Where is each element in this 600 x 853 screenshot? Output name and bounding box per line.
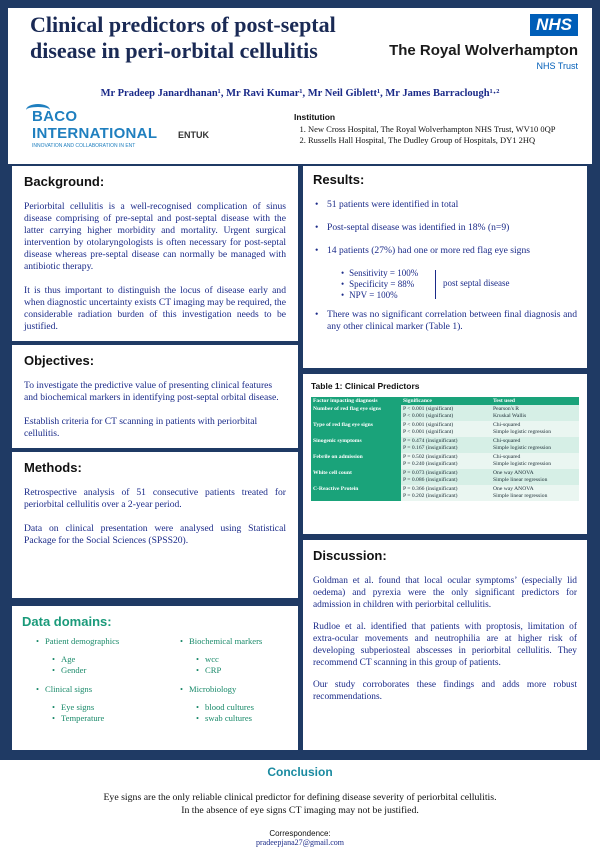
table-row — [311, 405, 579, 421]
discussion-paragraph: Rudloe et al. identified that patients with proptosis, limitation of extra-ocular movements and neutrophilia are at higher risk of developing subperiosteal abscesses in periorbital cellulitis. They recommend CT scanning in this group of patients. — [313, 622, 577, 668]
sig-line: P = 0.167 (insignificant) — [403, 445, 458, 451]
test-cell — [491, 469, 579, 485]
results-card — [303, 166, 587, 368]
sig-line: P = 0.086 (insignificant) — [403, 477, 458, 483]
significance-cell — [401, 437, 491, 453]
significance-cell — [401, 485, 491, 501]
table-row — [311, 485, 579, 501]
npv-metric: • NPV = 100% — [341, 290, 577, 301]
background-title: Background: — [24, 174, 105, 189]
sig-line: P < 0.001 (significant) — [403, 429, 454, 435]
background-paragraph: It is thus important to distinguish the locus of disease early and when diagnostic uncertainty exists CT imaging may be required, the considerable radiation burden of this investigation needs to be justified. — [24, 285, 286, 332]
results-list — [303, 199, 587, 333]
test-line: One way ANOVA — [493, 470, 534, 476]
domain-subitem: • Eye signs — [52, 702, 119, 713]
baco-tagline: INNOVATION AND COLLABORATION IN ENT — [32, 143, 136, 149]
domain-subitem: • swab cultures — [196, 713, 262, 724]
results-title: Results: — [313, 172, 365, 187]
table-header: Factor impacting diagnosis — [311, 397, 401, 405]
test-line: Simple logistic regression — [493, 445, 552, 451]
table-row — [311, 421, 579, 437]
left-column-card — [12, 166, 298, 598]
correspondence-email[interactable]: pradeepjana27@gmail.com — [256, 838, 344, 847]
correspondence-label: Correspondence: — [269, 829, 331, 838]
test-cell — [491, 485, 579, 501]
domain-label: Biochemical markers — [189, 636, 263, 646]
results-item: • 51 patients were identified in total — [315, 199, 577, 211]
domain-item — [180, 684, 262, 724]
domain-subitem: • CRP — [196, 665, 262, 676]
objectives-section — [12, 353, 298, 440]
institution-item: 1. New Cross Hospital, The Royal Wolverhampton NHS Trust, WV10 0QP — [308, 124, 555, 135]
domain-subitem: • Age — [52, 654, 119, 665]
test-line: Pearson's R — [493, 406, 520, 412]
bracket-label: post septal disease — [443, 278, 510, 288]
methods-section — [12, 460, 298, 547]
trust-subtitle: NHS Trust — [536, 61, 578, 71]
sig-line: P = 0.366 (insignificant) — [403, 486, 458, 492]
discussion-title: Discussion: — [313, 548, 387, 563]
table-header-row — [311, 397, 579, 405]
results-item: • Post-septal disease was identified in 18% (n=9) — [315, 222, 577, 234]
test-line: Simple linear regression — [493, 493, 548, 499]
test-cell — [491, 421, 579, 437]
poster-header — [8, 8, 592, 164]
data-domains-right-column — [180, 636, 262, 732]
discussion-paragraph: Goldman et al. found that local ocular symptoms’ (especially lid oedema) and pyrexia were the only significant predictors for admission in children with periorbital cellulitis. — [313, 576, 577, 610]
data-domains-title: Data domains: — [22, 614, 112, 629]
bracket-line — [435, 270, 436, 299]
conclusion-text — [0, 791, 600, 817]
baco-swirl-icon — [26, 104, 50, 116]
sig-line: P = 0.073 (insignificant) — [403, 470, 458, 476]
results-item: • There was no significant correlation between final diagnosis and any other clinical marker (Table 1). — [315, 309, 577, 333]
sig-line: P < 0.001 (significant) — [403, 413, 454, 419]
conclusion-line: In the absence of eye signs CT imaging may not be justified. — [181, 805, 419, 816]
factor-cell: Febrile on admission — [311, 453, 401, 469]
sig-line: P = 0.202 (insignificant) — [403, 493, 458, 499]
discussion-card — [303, 540, 587, 750]
test-cell — [491, 437, 579, 453]
table-row — [311, 437, 579, 453]
methods-title: Methods: — [24, 460, 82, 475]
factor-cell: Sinogenic symptoms — [311, 437, 401, 453]
domain-label: Patient demographics — [45, 636, 120, 646]
data-domains-left-column — [36, 636, 119, 732]
sig-line: P = 0.240 (insignificant) — [403, 461, 458, 467]
factor-cell: Number of red flag eye signs — [311, 405, 401, 421]
clinical-predictors-table — [311, 397, 579, 501]
domain-label: Clinical signs — [45, 684, 93, 694]
sig-line: P < 0.001 (significant) — [403, 406, 454, 412]
conclusion-section — [0, 760, 600, 853]
domain-item — [36, 636, 119, 676]
sensitivity-metric: • Sensitivity = 100% — [341, 268, 577, 279]
significance-cell — [401, 421, 491, 437]
table-header: Test used — [491, 397, 579, 405]
authors: Mr Pradeep Janardhanan¹, Mr Ravi Kumar¹, Mr Neil Giblett¹, Mr James Barraclough¹·² — [100, 88, 500, 99]
conclusion-title: Conclusion — [267, 765, 333, 779]
significance-cell — [401, 453, 491, 469]
institution-item: 2. Russells Hall Hospital, The Dudley Group of Hospitals, DY1 2HQ — [308, 135, 555, 146]
section-divider — [12, 341, 298, 345]
test-cell — [491, 453, 579, 469]
objectives-title: Objectives: — [24, 353, 95, 368]
test-line: One way ANOVA — [493, 486, 534, 492]
methods-paragraph: Retrospective analysis of 51 consecutive patients treated for periorbital cellulitis over a 2-year period. — [24, 487, 286, 510]
factor-cell: C-Reactive Protein — [311, 485, 401, 501]
domain-subitem: • Temperature — [52, 713, 119, 724]
factor-cell: Type of red flag eye signs — [311, 421, 401, 437]
significance-cell — [401, 469, 491, 485]
domain-subitem: • blood cultures — [196, 702, 262, 713]
test-cell — [491, 405, 579, 421]
background-section — [12, 166, 298, 333]
sig-line: P < 0.001 (significant) — [403, 422, 454, 428]
objectives-paragraph: To investigate the predictive value of presenting clinical features and biochemical markers in identifying post-septal orbital disease. — [24, 380, 279, 403]
poster-title: Clinical predictors of post-septal disease in peri-orbital cellulitis — [30, 12, 336, 63]
test-line: Chi-squared — [493, 422, 521, 428]
discussion-paragraph: Our study corroborates these findings and adds more robust recommendations. — [313, 680, 577, 702]
institution-label: Institution — [294, 112, 336, 122]
table-card — [303, 374, 587, 534]
background-paragraph: Periorbital cellulitis is a well-recognised complication of sinus disease comprising of pre-septal and post-septal disease with the latter carrying higher morbidity and mortality. Urgent surgical intervention by otolaryngologists is often necessary for post-septal disease whereas pre-septal disease can normally be managed with antibiotic therapy. — [24, 201, 286, 272]
objectives-paragraph: Establish criteria for CT scanning in patients with periorbital cellulitis. — [24, 416, 258, 439]
table-row — [311, 453, 579, 469]
domain-subitem: • wcc — [196, 654, 262, 665]
table-header: Significance — [401, 397, 491, 405]
domain-subitem: • Gender — [52, 665, 119, 676]
specificity-metric: • Specificity = 88% — [341, 279, 577, 290]
institution-block — [294, 112, 555, 146]
factor-cell: White cell count — [311, 469, 401, 485]
test-line: Simple logistic regression — [493, 461, 552, 467]
domain-label: Microbiology — [189, 684, 237, 694]
sig-line: P = 0.502 (insignificant) — [403, 454, 458, 460]
domain-item — [180, 636, 262, 676]
conclusion-line: Eye signs are the only reliable clinical predictor for defining disease severity of periorbital cellulitis. — [103, 792, 497, 803]
table-title: Table 1: Clinical Predictors — [311, 381, 420, 391]
baco-logo-text: BACO INTERNATIONAL — [32, 108, 158, 142]
entuk-logo: ENTUK — [178, 130, 209, 140]
significance-cell — [401, 405, 491, 421]
test-line: Simple linear regression — [493, 477, 548, 483]
table-row — [311, 469, 579, 485]
nhs-logo: NHS — [530, 14, 578, 36]
baco-logo — [32, 108, 192, 148]
test-line: Simple logistic regression — [493, 429, 552, 435]
domain-item — [36, 684, 119, 724]
section-divider — [12, 448, 298, 452]
trust-name: The Royal Wolverhampton — [389, 42, 578, 59]
data-domains-card — [12, 606, 298, 750]
test-line: Chi-squared — [493, 438, 521, 444]
methods-paragraph: Data on clinical presentation were analysed using Statistical Package for the Social Sciences (SPSS20). — [24, 523, 286, 546]
results-item: • 14 patients (27%) had one or more red flag eye signs — [315, 245, 577, 257]
test-line: Chi-squared — [493, 454, 521, 460]
metrics-block — [341, 268, 577, 301]
test-line: Kruskal Wallis — [493, 413, 527, 419]
sig-line: P = 0.474 (insignificant) — [403, 438, 458, 444]
